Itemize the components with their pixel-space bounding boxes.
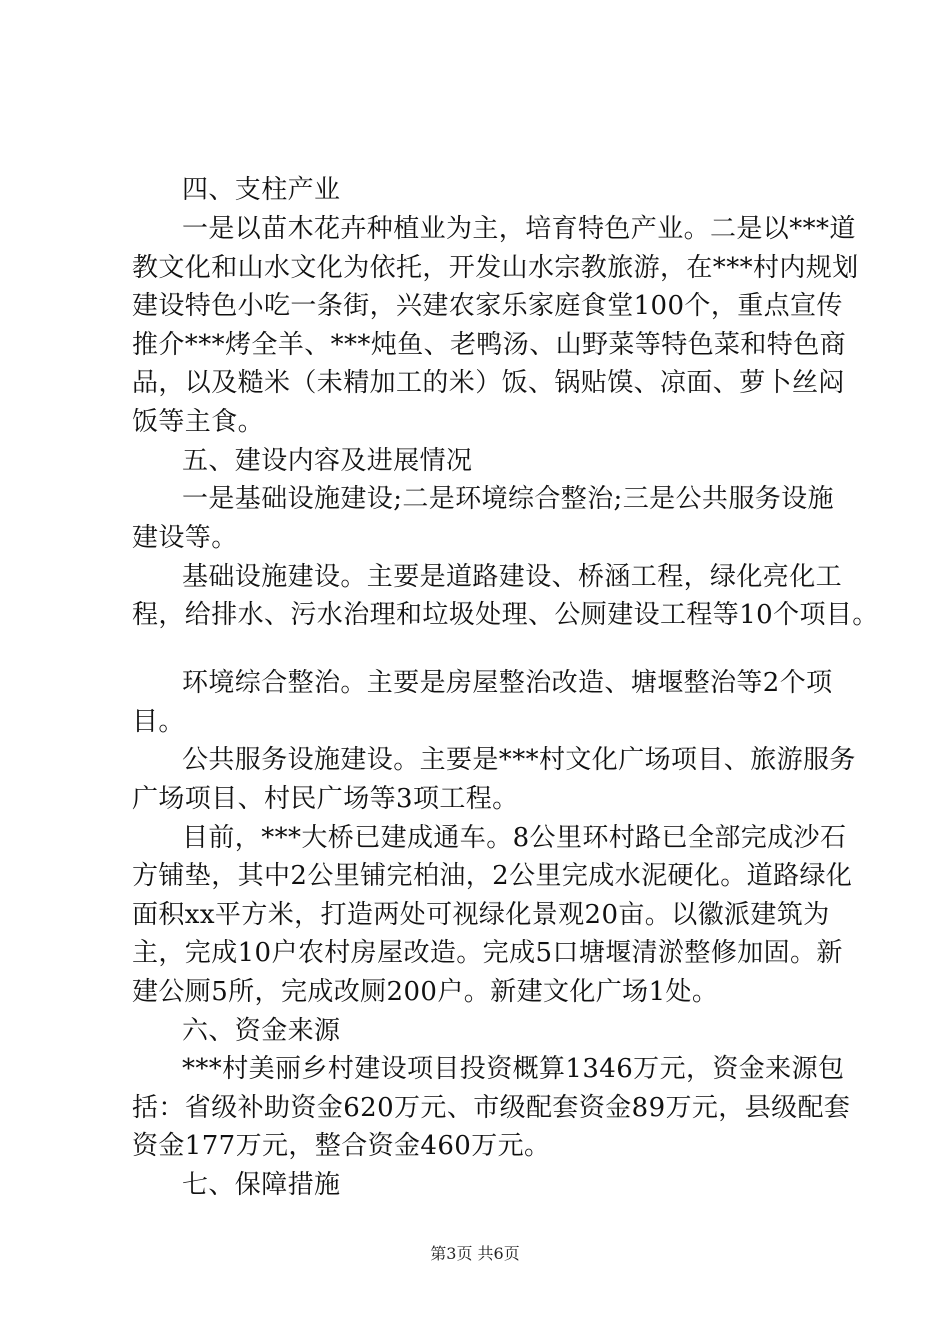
paragraph-line: 基础设施建设。主要是道路建设、桥涵工程，绿化亮化工 xyxy=(182,562,843,592)
paragraph-line: 公共服务设施建设。主要是***村文化广场项目、旅游服务 xyxy=(182,745,856,775)
paragraph-line: 方铺垫，其中2公里铺完柏油，2公里完成水泥硬化。道路绿化 xyxy=(132,861,853,891)
paragraph-line: 建设等。 xyxy=(132,523,238,553)
heading-safeguard-measures: 七、保障措施 xyxy=(182,1170,341,1200)
paragraph-line: 括：省级补助资金620万元、市级配套资金89万元，县级配套 xyxy=(132,1093,851,1123)
paragraph-line: 面积xx平方米，打造两处可视绿化景观20亩。以徽派建筑为 xyxy=(132,900,830,930)
paragraph-line: 教文化和山水文化为依托，开发山水宗教旅游，在***村内规划 xyxy=(132,253,859,283)
paragraph-line: 目前，***大桥已建成通车。8公里环村路已全部完成沙石 xyxy=(182,823,847,853)
heading-funding-source: 六、资金来源 xyxy=(182,1016,341,1046)
paragraph-line: 广场项目、村民广场等3项工程。 xyxy=(132,784,519,814)
paragraph-line: 环境综合整治。主要是房屋整治改造、塘堰整治等2个项 xyxy=(182,668,833,698)
paragraph-line: 程，给排水、污水治理和垃圾处理、公厕建设工程等10个项目。 xyxy=(132,600,879,630)
paragraph-line: 主，完成10户农村房屋改造。完成5口塘堰清淤整修加固。新 xyxy=(132,938,843,968)
page-footer: 第3页 共6页 xyxy=(430,1244,520,1263)
paragraph-line: 建公厕5所，完成改厕200户。新建文化广场1处。 xyxy=(132,977,719,1007)
paragraph-line: 建设特色小吃一条街，兴建农家乐家庭食堂100个，重点宣传 xyxy=(132,291,843,321)
paragraph-line: ***村美丽乡村建设项目投资概算1346万元，资金来源包 xyxy=(182,1054,845,1084)
paragraph-line: 一是基础设施建设;二是环境综合整治;三是公共服务设施 xyxy=(182,484,834,514)
paragraph-line: 一是以苗木花卉种植业为主，培育特色产业。二是以***道 xyxy=(182,214,856,244)
heading-pillar-industry: 四、支柱产业 xyxy=(182,175,341,205)
heading-construction-progress: 五、建设内容及进展情况 xyxy=(182,446,473,476)
paragraph-line: 目。 xyxy=(132,707,185,737)
paragraph-line: 资金177万元，整合资金460万元。 xyxy=(132,1131,551,1161)
paragraph-line: 饭等主食。 xyxy=(132,407,265,437)
paragraph-line: 推介***烤全羊、***炖鱼、老鸭汤、山野菜等特色菜和特色商 xyxy=(132,330,847,360)
paragraph-line: 品，以及糙米（未精加工的米）饭、锅贴馍、凉面、萝卜丝闷 xyxy=(132,368,845,398)
